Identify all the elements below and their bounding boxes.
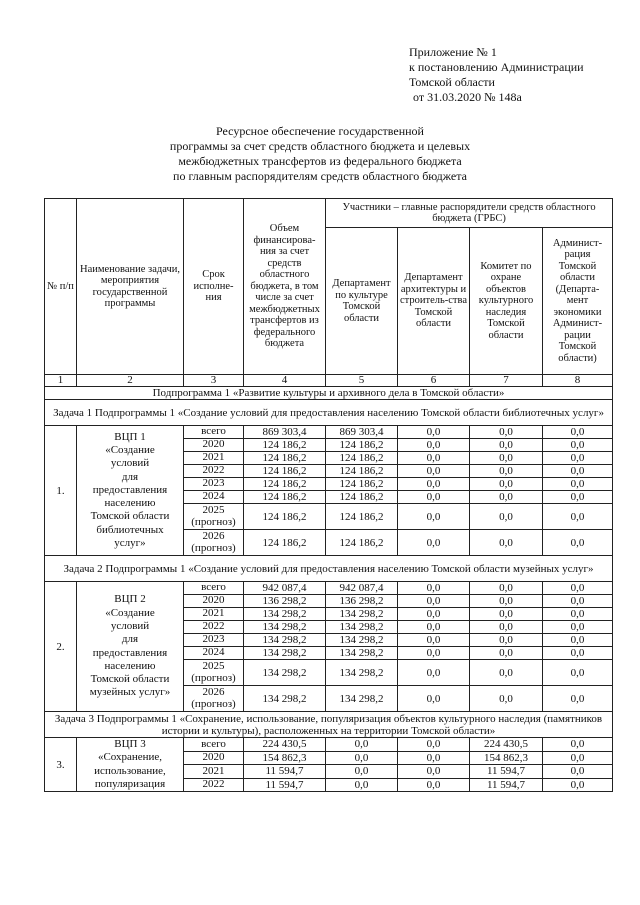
- row-participant-4: 0,0: [543, 686, 613, 712]
- row-participant-1: 0,0: [326, 738, 398, 752]
- row-participant-2: 0,0: [398, 595, 470, 608]
- row-participant-1: 124 186,2: [326, 478, 398, 491]
- column-number-row: [45, 375, 613, 387]
- row-participant-2: 0,0: [398, 439, 470, 452]
- row-total: 124 186,2: [244, 465, 326, 478]
- row-participant-2: 0,0: [398, 621, 470, 634]
- row-participant-4: 0,0: [543, 478, 613, 491]
- row-participant-1: 136 298,2: [326, 595, 398, 608]
- row-name-line: условий: [110, 619, 150, 632]
- row-participant-3: 0,0: [470, 686, 543, 712]
- col-number: 6: [398, 375, 470, 387]
- row-participant-4: 0,0: [543, 738, 613, 752]
- title-line: программы за счет средств областного бюджета и целевых: [169, 139, 471, 153]
- row-participant-4: 0,0: [543, 530, 613, 556]
- row-participant-3: 154 862,3: [470, 751, 543, 765]
- row-name-line: населению: [104, 497, 156, 510]
- row-participant-2: 0,0: [398, 634, 470, 647]
- row-participant-3: 0,0: [470, 439, 543, 452]
- header-name: Наименование задачи, мероприятия государственной программы: [77, 199, 184, 375]
- row-participant-1: 134 298,2: [326, 686, 398, 712]
- row-participant-3: 0,0: [470, 660, 543, 686]
- task-title: Задача 3 Подпрограммы 1 «Сохранение, использование, популяризация объектов культурного наследия (памятников истории и культуры), расположенных на территории Томской области»: [45, 712, 613, 738]
- row-name-line: населению: [104, 659, 156, 672]
- row-participant-1: 869 303,4: [326, 426, 398, 439]
- row-year: 2020: [184, 595, 244, 608]
- row-participant-1: 134 298,2: [326, 608, 398, 621]
- row-total: 11 594,7: [244, 778, 326, 792]
- row-participant-1: 134 298,2: [326, 634, 398, 647]
- row-participant-3: 0,0: [470, 504, 543, 530]
- appendix-line: Томской области: [409, 75, 495, 89]
- resource-table: [44, 198, 613, 792]
- row-year: 2023: [184, 478, 244, 491]
- header-participants: Участники – главные распорядители средств областного бюджета (ГРБС): [326, 199, 613, 228]
- appendix-line: к постановлению Администрации: [409, 60, 584, 74]
- task-row: [45, 712, 613, 738]
- row-participant-2: 0,0: [398, 738, 470, 752]
- row-participant-3: 0,0: [470, 465, 543, 478]
- row-total: 124 186,2: [244, 452, 326, 465]
- col-number: 5: [326, 375, 398, 387]
- row-participant-4: 0,0: [543, 621, 613, 634]
- row-participant-1: 134 298,2: [326, 621, 398, 634]
- row-total: 124 186,2: [244, 439, 326, 452]
- row-name-line: использование,: [94, 764, 166, 777]
- row-name-line: предоставления: [92, 483, 168, 496]
- row-participant-3: 0,0: [470, 647, 543, 660]
- row-year: 2021: [184, 765, 244, 779]
- task-row: [45, 400, 613, 426]
- task-row: [45, 556, 613, 582]
- row-participant-2: 0,0: [398, 778, 470, 792]
- row-participant-1: 0,0: [326, 751, 398, 765]
- subprogram-row: [45, 387, 613, 400]
- row-participant-3: 0,0: [470, 452, 543, 465]
- row-participant-3: 0,0: [470, 426, 543, 439]
- row-name-line: «Создание: [105, 606, 155, 619]
- row-year: 2022: [184, 621, 244, 634]
- row-participant-1: 942 087,4: [326, 582, 398, 595]
- row-participant-4: 0,0: [543, 595, 613, 608]
- row-participant-4: 0,0: [543, 582, 613, 595]
- col-number: 8: [543, 375, 613, 387]
- row-total: 124 186,2: [244, 504, 326, 530]
- row-participant-4: 0,0: [543, 660, 613, 686]
- row-participant-4: 0,0: [543, 647, 613, 660]
- row-participant-2: 0,0: [398, 452, 470, 465]
- row-participant-4: 0,0: [543, 765, 613, 779]
- row-participant-4: 0,0: [543, 439, 613, 452]
- row-name-line: услуг»: [114, 537, 146, 550]
- table-row: [45, 426, 613, 439]
- appendix-note: [409, 45, 584, 105]
- header-row: [45, 199, 613, 228]
- row-participant-3: 0,0: [470, 634, 543, 647]
- row-participant-1: 124 186,2: [326, 439, 398, 452]
- row-name-line: ВЦП 3: [114, 738, 146, 750]
- row-name: [77, 582, 184, 712]
- row-participant-2: 0,0: [398, 765, 470, 779]
- row-name-line: предоставления: [92, 646, 168, 659]
- header-participant-2: Департамент архитектуры и строитель-ства Томской области: [398, 228, 470, 375]
- row-participant-2: 0,0: [398, 426, 470, 439]
- header-participant-1: Департамент по культуре Томской области: [326, 228, 398, 375]
- row-participant-1: 0,0: [326, 778, 398, 792]
- row-total: 134 298,2: [244, 621, 326, 634]
- row-participant-4: 0,0: [543, 608, 613, 621]
- task-title: Задача 2 Подпрограммы 1 «Создание условий для предоставления населению Томской области музейных услуг»: [45, 556, 613, 582]
- row-year: 2024: [184, 647, 244, 660]
- row-year: 2022: [184, 465, 244, 478]
- row-participant-2: 0,0: [398, 647, 470, 660]
- row-total: 136 298,2: [244, 595, 326, 608]
- row-total: 942 087,4: [244, 582, 326, 595]
- row-participant-4: 0,0: [543, 491, 613, 504]
- row-participant-1: 124 186,2: [326, 491, 398, 504]
- row-name-line: условий: [110, 457, 150, 470]
- row-participant-1: 0,0: [326, 765, 398, 779]
- row-participant-1: 134 298,2: [326, 660, 398, 686]
- row-participant-2: 0,0: [398, 686, 470, 712]
- row-participant-4: 0,0: [543, 778, 613, 792]
- row-participant-3: 0,0: [470, 595, 543, 608]
- row-participant-4: 0,0: [543, 465, 613, 478]
- row-participant-1: 124 186,2: [326, 504, 398, 530]
- col-number: 4: [244, 375, 326, 387]
- row-participant-2: 0,0: [398, 660, 470, 686]
- row-participant-4: 0,0: [543, 426, 613, 439]
- header-participant-3: Комитет по охране объектов культурного наследия Томской области: [470, 228, 543, 375]
- row-participant-2: 0,0: [398, 751, 470, 765]
- task-title: Задача 1 Подпрограммы 1 «Создание условий для предоставления населению Томской области библиотечных услуг»: [45, 400, 613, 426]
- row-year: 2020: [184, 439, 244, 452]
- row-year: 2025 (прогноз): [184, 504, 244, 530]
- row-total: 124 186,2: [244, 491, 326, 504]
- row-total: 11 594,7: [244, 765, 326, 779]
- row-year: всего: [184, 582, 244, 595]
- row-total: 134 298,2: [244, 660, 326, 686]
- row-participant-1: 124 186,2: [326, 465, 398, 478]
- row-name-line: для: [121, 633, 139, 646]
- row-name-line: библиотечных: [96, 523, 164, 536]
- row-participant-3: 0,0: [470, 530, 543, 556]
- row-participant-2: 0,0: [398, 478, 470, 491]
- row-total: 134 298,2: [244, 634, 326, 647]
- row-year: всего: [184, 426, 244, 439]
- row-year: 2025 (прогноз): [184, 660, 244, 686]
- row-participant-4: 0,0: [543, 504, 613, 530]
- col-number: 3: [184, 375, 244, 387]
- row-participant-2: 0,0: [398, 504, 470, 530]
- row-total: 154 862,3: [244, 751, 326, 765]
- header-term: Срок исполне-ния: [184, 199, 244, 375]
- row-total: 124 186,2: [244, 530, 326, 556]
- row-name-line: популяризация: [94, 777, 166, 790]
- row-participant-3: 0,0: [470, 582, 543, 595]
- row-participant-3: 0,0: [470, 491, 543, 504]
- row-year: 2021: [184, 608, 244, 621]
- row-total: 224 430,5: [244, 738, 326, 752]
- document-title: [0, 124, 640, 184]
- row-participant-3: 11 594,7: [470, 765, 543, 779]
- table-row: [45, 738, 613, 752]
- header-participant-4: Админист-рация Томской области (Департа-мент экономики Админист-рации Томской области): [543, 228, 613, 375]
- row-name-line: ВЦП 2: [114, 593, 146, 606]
- row-year: 2026 (прогноз): [184, 686, 244, 712]
- title-line: по главным распорядителям средств областного бюджета: [173, 169, 467, 183]
- row-name-line: «Сохранение,: [97, 751, 163, 764]
- col-number: 1: [45, 375, 77, 387]
- row-year: 2020: [184, 751, 244, 765]
- row-year: всего: [184, 738, 244, 752]
- row-participant-4: 0,0: [543, 751, 613, 765]
- row-year: 2023: [184, 634, 244, 647]
- row-year: 2021: [184, 452, 244, 465]
- appendix-line: от 31.03.2020 № 148а: [413, 90, 522, 104]
- row-total: 134 298,2: [244, 608, 326, 621]
- row-total: 124 186,2: [244, 478, 326, 491]
- row-number: 3.: [45, 738, 77, 792]
- appendix-line: Приложение № 1: [409, 45, 497, 59]
- row-participant-3: 0,0: [470, 478, 543, 491]
- row-participant-3: 0,0: [470, 621, 543, 634]
- row-name-line: Томской области: [90, 673, 170, 686]
- row-participant-4: 0,0: [543, 634, 613, 647]
- row-name: [77, 738, 184, 792]
- col-number: 2: [77, 375, 184, 387]
- row-participant-2: 0,0: [398, 582, 470, 595]
- row-number: 2.: [45, 582, 77, 712]
- header-volume: Объем финансирова-ния за счет средств областного бюджета, в том числе за счет межбюджетных трансфертов из федерального бюджета: [244, 199, 326, 375]
- row-name: [77, 426, 184, 556]
- header-num: № п/п: [45, 199, 77, 375]
- row-participant-3: 0,0: [470, 608, 543, 621]
- row-name-line: ВЦП 1: [114, 430, 146, 443]
- row-total: 134 298,2: [244, 647, 326, 660]
- row-year: 2022: [184, 778, 244, 792]
- title-line: Ресурсное обеспечение государственной: [216, 124, 424, 138]
- row-participant-3: 224 430,5: [470, 738, 543, 752]
- title-line: межбюджетных трансфертов из федерального бюджета: [178, 154, 462, 168]
- row-name-line: музейных услуг»: [89, 686, 171, 699]
- row-participant-2: 0,0: [398, 530, 470, 556]
- row-participant-1: 124 186,2: [326, 530, 398, 556]
- row-participant-2: 0,0: [398, 491, 470, 504]
- col-number: 7: [470, 375, 543, 387]
- row-year: 2024: [184, 491, 244, 504]
- row-participant-3: 11 594,7: [470, 778, 543, 792]
- row-participant-1: 134 298,2: [326, 647, 398, 660]
- row-participant-2: 0,0: [398, 608, 470, 621]
- table-row: [45, 582, 613, 595]
- row-participant-1: 124 186,2: [326, 452, 398, 465]
- row-total: 134 298,2: [244, 686, 326, 712]
- row-participant-2: 0,0: [398, 465, 470, 478]
- row-name-line: для: [121, 470, 139, 483]
- row-participant-4: 0,0: [543, 452, 613, 465]
- row-number: 1.: [45, 426, 77, 556]
- row-name-line: «Создание: [105, 443, 155, 456]
- row-total: 869 303,4: [244, 426, 326, 439]
- row-name-line: Томской области: [90, 510, 170, 523]
- subprogram-title: Подпрограмма 1 «Развитие культуры и архивного дела в Томской области»: [45, 387, 613, 400]
- row-year: 2026 (прогноз): [184, 530, 244, 556]
